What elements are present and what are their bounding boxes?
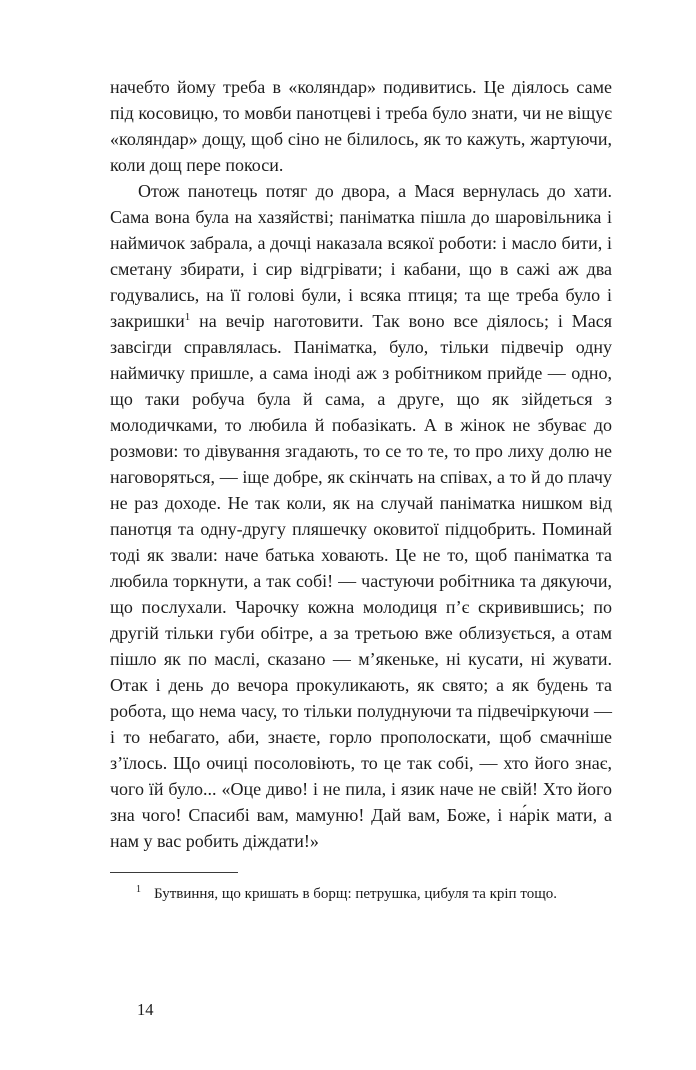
footnote-marker: 1 bbox=[136, 884, 141, 895]
footnote-text: Бутвиння, що кришать в борщ: петрушка, цибуля та кріп тощо. bbox=[154, 886, 557, 902]
paragraph-text-before-note: Отож панотець потяг до двора, а Мася вернулась до хати. Сама вона була на хазяйстві; паніматка пішла до шаровільника і наймичок забрала, а дочці наказала всякої роботи: і масло бити, і сметану збирати, і сир відгрівати; і кабани, що в сажі аж два годувались, на її голові були, і всяка птиця; та ще треба було і закришки bbox=[110, 181, 612, 331]
footnote-separator bbox=[110, 872, 238, 873]
footnote bbox=[110, 884, 612, 904]
paragraph-continuation: начебто йому треба в «коляндар» подивитись. Це діялось саме під косовицю, то мовби панотцеві і треба було знати, чи не віщує «коляндар» дощу, щоб сіно не білилось, як то кажуть, жартуючи, коли дощ пере покоси. bbox=[110, 77, 612, 175]
paragraph-text-after-note: на вечір наготовити. Так воно все діялось; і Мася завсігди справлялась. Паніматка, було, тільки підвечір одну наймичку пришле, а сама іноді аж з робітником прийде — одно, що таки робуча була й сама, а друге, що як зійдеться з молодичками, то любила й побазікать. А в жінок не збуває до розмови: то дівування згадають, то се то те, то про лиху долю не наговоряться, — іще добре, як скінчать на співах, а то й до плачу не раз доходе. Не так коли, як на случай паніматка нишком від панотця та одну-другу пляшечку оковитої підцобрить. Поминай тоді як звали: наче батька ховають. Це не то, щоб паніматка та любила торкнути, а так собі! — частуючи робітника та дякуючи, що послухали. Чарочку кожна молодиця п’є скривившись; по другій тільки губи обітре, а за третьою вже облизується, а отам пішло як по маслі, сказано — м’якеньке, ні кусати, ні жувати. Отак і день до вечора прокуликають, як свято; а як будень та робота, що нема часу, то тільки полуднуючи та підвечіркуючи — і то небагато, аби, знаєте, горло прополоскати, щоб смачніше з’їлось. Що очиці посоловіють, то це так собі, — хто його знає, чого їй було... «Оце диво! і не пила, і язик наче не свій! Хто його зна чого! Спасибі вам, мамуню! Дай вам, Боже, і на́рік мати, а нам у вас робить діждати!» bbox=[110, 311, 612, 851]
paragraph-main bbox=[110, 178, 612, 854]
footnote-reference: 1 bbox=[184, 311, 191, 323]
footnote-area bbox=[110, 872, 612, 904]
body-text bbox=[110, 74, 612, 854]
page-number: 14 bbox=[137, 1000, 154, 1019]
